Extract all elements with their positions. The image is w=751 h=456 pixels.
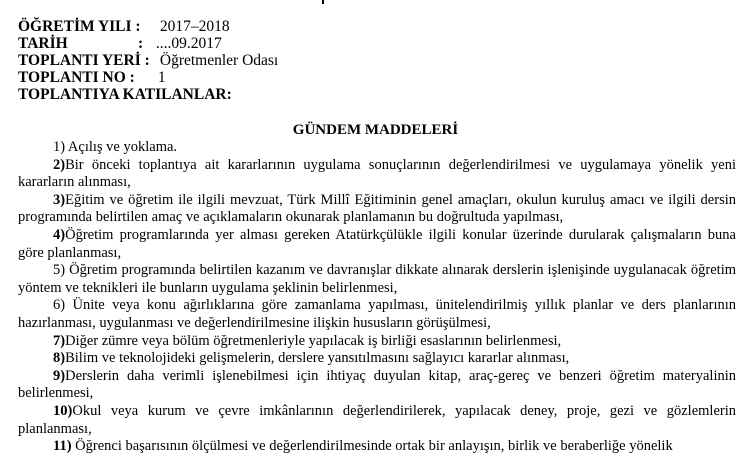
top-mark bbox=[322, 0, 324, 4]
agenda-item bbox=[18, 438, 736, 456]
agenda-item-number: 8) bbox=[53, 350, 66, 367]
meeting-place-row bbox=[18, 52, 278, 69]
agenda-item bbox=[18, 139, 736, 157]
agenda-item-text: Bilim ve teknolojideki gelişmelerin, derslere yansıtılmasını sağlayıcı kararlar alınması, bbox=[65, 350, 570, 367]
agenda-item-text: Öğrenci başarısının ölçülmesi ve değerlendirilmesinde ortak bir anlayışın, birlik ve beraberliğe yönelik bbox=[75, 438, 673, 455]
meeting-number-value: 1 bbox=[157, 69, 166, 86]
meeting-place-value: Öğretmenler Odası bbox=[159, 52, 279, 69]
agenda-item-text: Diğer zümre veya bölüm öğretmenleriyle yapılacak iş birliği esaslarının belirlenmesi, bbox=[65, 332, 562, 349]
meeting-number-row bbox=[18, 69, 166, 86]
agenda-item bbox=[18, 350, 736, 368]
agenda-item bbox=[18, 297, 736, 332]
agenda-item-number: 2) bbox=[53, 156, 66, 173]
date-label: TARİH bbox=[18, 35, 68, 52]
agenda-item-text: Eğitim ve öğretim ile ilgili mevzuat, Türk Millî Eğitiminin genel amaçları, okulun kuruluş amacı ve ilgili dersin programında belirtilen amaç ve açıklamaların okunarak planlamanın bu doğrultuda yapılması, bbox=[18, 191, 736, 226]
meeting-place-label: TOPLANTI YERİ : bbox=[18, 52, 150, 69]
agenda-item-number: 3) bbox=[53, 191, 66, 208]
agenda-item-number: 1) bbox=[53, 139, 66, 155]
school-year-label: ÖĞRETİM YILI : bbox=[18, 18, 141, 35]
agenda-item bbox=[18, 368, 736, 403]
agenda-item-number: 4) bbox=[53, 226, 66, 243]
meeting-number-label: TOPLANTI NO : bbox=[18, 69, 135, 86]
attendees-row bbox=[18, 86, 232, 103]
agenda-item-number: 5) bbox=[53, 262, 66, 279]
agenda-item bbox=[18, 262, 736, 297]
agenda-item-number: 7) bbox=[53, 332, 66, 349]
agenda-item bbox=[18, 192, 736, 227]
agenda-item-text: Ünite veya konu ağırlıklarına göre zamanlama yapılması, ünitelendirilmiş yıllık planlar ve ders planlarının hazırlanması, uygulanması ve değerlendirilmesine ilişkin hususların görüşülmesi, bbox=[18, 297, 737, 331]
date-value: ....09.2017 bbox=[155, 35, 222, 52]
school-year-row bbox=[18, 18, 230, 35]
agenda-item-text: Okul veya kurum ve çevre imkânlarının değerlendirilerek, yapılacak deney, proje, gezi ve gözlemlerin planlanması, bbox=[18, 402, 736, 437]
school-year-value: 2017–2018 bbox=[159, 18, 230, 35]
agenda-item bbox=[18, 227, 736, 262]
agenda-item-text: Öğretim programlarında yer alması gereken Atatürkçülükle ilgili konular üzerinde durularak çalışmaların buna göre planlanması, bbox=[18, 226, 736, 261]
agenda-item bbox=[18, 333, 736, 351]
agenda-item-number: 9) bbox=[53, 367, 66, 384]
agenda-item-number: 11) bbox=[53, 438, 72, 455]
agenda-item-text: Derslerin daha verimli işlenebilmesi için ihtiyaç duyulan kitap, araç-gereç ve benzeri öğretim materyalinin belirlenmesi, bbox=[18, 367, 736, 402]
agenda-item-text: Öğretim programında belirtilen kazanım ve davranışlar dikkate alınarak derslerin işlenişinde uygulanacak öğretim yöntem ve teknikleri ile bunların uygulama şeklinin belirlenmesi, bbox=[18, 262, 737, 296]
agenda-item bbox=[18, 157, 736, 192]
agenda-item-text: Açılış ve yoklama. bbox=[67, 139, 178, 155]
date-row bbox=[18, 35, 222, 52]
agenda-list bbox=[18, 139, 736, 456]
agenda-item-number: 10) bbox=[53, 402, 73, 419]
agenda-item-number: 6) bbox=[53, 297, 66, 314]
agenda-item-text: Bir önceki toplantıya ait kararlarının uygulama sonuçlarının değerlendirilmesi ve uygulamaya yönelik yeni kararların alınması, bbox=[18, 156, 736, 191]
attendees-label: TOPLANTIYA KATILANLAR: bbox=[18, 86, 232, 103]
date-separator: : bbox=[138, 35, 144, 52]
agenda-item bbox=[18, 403, 736, 438]
agenda-title: GÜNDEM MADDELERİ bbox=[292, 122, 459, 138]
